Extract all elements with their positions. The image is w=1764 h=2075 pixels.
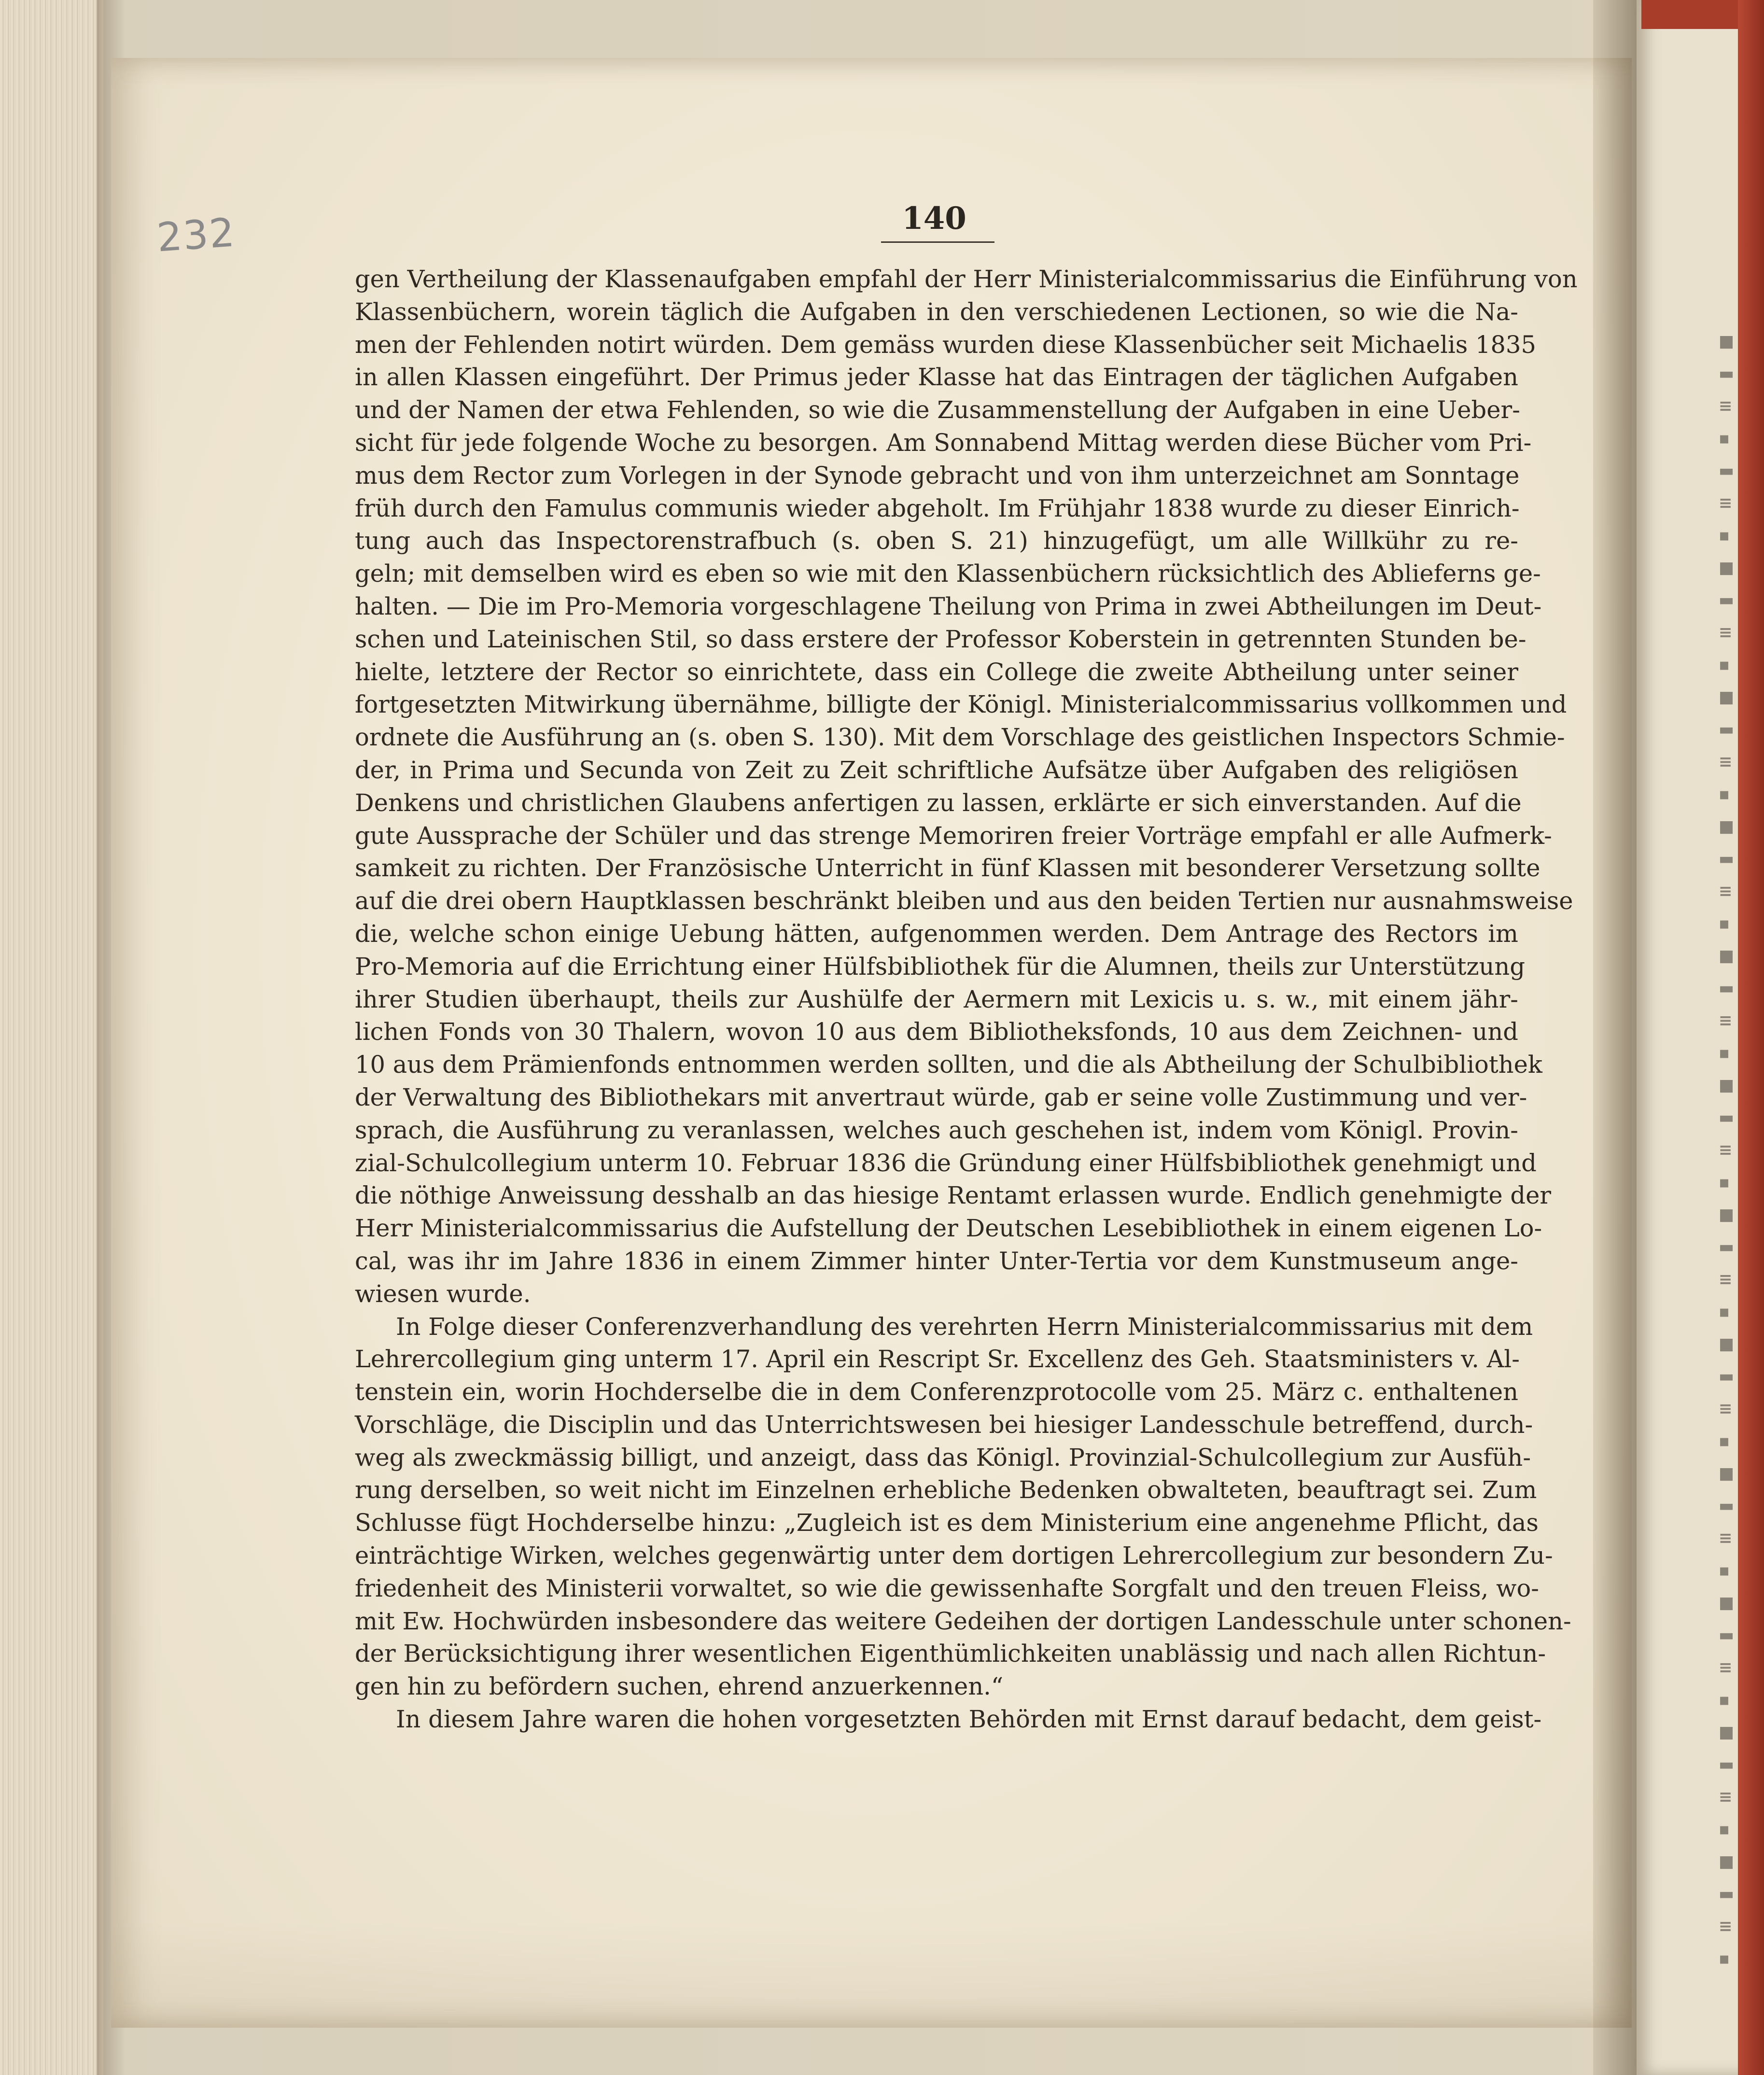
text-line: gen hin zu befördern suchen, ehrend anzuerkennen.“ bbox=[355, 1672, 1004, 1701]
text-line: auf die drei obern Hauptklassen beschränkt bleiben und aus den beiden Tertien nur ausnahmsweise bbox=[355, 887, 1573, 915]
text-line: sprach, die Ausführung zu veranlassen, welches auch geschehen ist, indem vom Königl. Provin- bbox=[355, 1116, 1518, 1144]
text-line: Herr Ministerialcommissarius die Aufstellung der Deutschen Lesebibliothek in einem eigenen Lo- bbox=[355, 1214, 1542, 1243]
text-line: halten. — Die im Pro-Memoria vorgeschlagene Theilung von Prima in zwei Abtheilungen im Deut- bbox=[355, 592, 1542, 620]
text-line: der Verwaltung des Bibliothekars mit anvertraut würde, gab er seine volle Zustimmung und ver- bbox=[355, 1083, 1527, 1111]
text-line: gute Aussprache der Schüler und das strenge Memoriren freier Vorträge empfahl er alle Aufmerk- bbox=[355, 821, 1552, 850]
text-line: rung derselben, so weit nicht im Einzelnen erhebliche Bedenken obwalteten, beauftragt sei. Zum bbox=[355, 1476, 1537, 1504]
pencil-annotation: 232 bbox=[155, 210, 237, 261]
text-line: hielte, letztere der Rector so einrichtete, dass ein College die zweite Abtheilung unter seiner bbox=[355, 658, 1518, 686]
text-line: einträchtige Wirken, welches gegenwärtig unter dem dortigen Lehrercollegium zur besondern Zu- bbox=[355, 1542, 1553, 1570]
text-line: gen Vertheilung der Klassenaufgaben empfahl der Herr Ministerialcommissarius die Einführung von bbox=[355, 265, 1578, 293]
text-line: lichen Fonds von 30 Thalern, wovon 10 aus dem Bibliotheksfonds, 10 aus dem Zeichnen- und bbox=[355, 1018, 1518, 1046]
text-line: Klassenbüchern, worein täglich die Aufgaben in den verschiedenen Lectionen, so wie die Na- bbox=[355, 297, 1518, 326]
text-line: die, welche schon einige Uebung hätten, aufgenommen werden. Dem Antrage des Rectors im bbox=[355, 919, 1518, 948]
text-line: der Berücksichtigung ihrer wesentlichen Eigenthümlichkeiten unablässig und nach allen Richtun- bbox=[355, 1640, 1546, 1668]
red-cover-edge bbox=[1738, 0, 1764, 2075]
text-line: tenstein ein, worin Hochderselbe die in dem Conferenzprotocolle vom 25. März c. enthaltenen bbox=[355, 1378, 1518, 1406]
text-line: der, in Prima und Secunda von Zeit zu Zeit schriftliche Aufsätze über Aufgaben des religiösen bbox=[355, 756, 1518, 784]
text-line: Lehrercollegium ging unterm 17. April ein Rescript Sr. Excellenz des Geh. Staatsministers v. Al- bbox=[355, 1345, 1520, 1374]
text-line: mit Ew. Hochwürden insbesondere das weitere Gedeihen der dortigen Landesschule unter schonen- bbox=[355, 1607, 1571, 1635]
text-line: und der Namen der etwa Fehlenden, so wie die Zusammenstellung der Aufgaben in eine Ueber- bbox=[355, 396, 1520, 424]
text-line: sicht für jede folgende Woche zu besorgen. Am Sonnabend Mittag werden diese Bücher vom Pri- bbox=[355, 428, 1532, 457]
text-line: Vorschläge, die Disciplin und das Unterrichtswesen bei hiesiger Landesschule betreffend, durch- bbox=[355, 1410, 1533, 1439]
page-gutter bbox=[1593, 0, 1637, 2075]
text-line: schen und Lateinischen Stil, so dass erstere der Professor Koberstein in getrennten Stunden be- bbox=[355, 625, 1526, 653]
text-line: In Folge dieser Conferenzverhandlung des verehrten Herrn Ministerialcommissarius mit dem bbox=[396, 1312, 1533, 1341]
body-text bbox=[355, 263, 1578, 1736]
text-line: In diesem Jahre waren die hohen vorgesetzten Behörden mit Ernst darauf bedacht, dem geist- bbox=[396, 1705, 1542, 1734]
text-line: Denkens und christlichen Glaubens anfertigen zu lassen, erklärte er sich einverstanden. Auf die bbox=[355, 788, 1522, 817]
text-line: cal, was ihr im Jahre 1836 in einem Zimmer hinter Unter-Tertia vor dem Kunstmuseum ange- bbox=[355, 1247, 1518, 1275]
text-line: wiesen wurde. bbox=[355, 1279, 531, 1308]
page-bottom-shade bbox=[111, 1921, 1632, 2028]
text-line: in allen Klassen eingeführt. Der Primus jeder Klasse hat das Eintragen der täglichen Aufgaben bbox=[355, 363, 1518, 392]
page-number-rule bbox=[881, 241, 994, 243]
left-page-stack bbox=[0, 0, 104, 2075]
text-line: ordnete die Ausführung an (s. oben S. 130). Mit dem Vorschlage des geistlichen Inspectors Schmie- bbox=[355, 723, 1565, 752]
text-line: zial-Schulcollegium unterm 10. Februar 1836 die Gründung einer Hülfsbibliothek genehmigt und bbox=[355, 1149, 1537, 1177]
text-line: samkeit zu richten. Der Französische Unterricht in fünf Klassen mit besonderer Versetzung sollte bbox=[355, 854, 1540, 883]
text-line: men der Fehlenden notirt würden. Dem gemäss wurden diese Klassenbücher seit Michaelis 1835 bbox=[355, 330, 1536, 359]
text-line: Pro-Memoria auf die Errichtung einer Hülfsbibliothek für die Alumnen, theils zur Unterstützung bbox=[355, 952, 1526, 981]
bleed-through-glyphs: ■ ▬ ≡ ▪ ▬ ≡ ▪ ■ ▬ ≡ ▪ ■ ▬ ≡ ▪ ■ ▬ ≡ ▪ ■ ▬ ≡ ▪ ■ ▬ ≡ ▪ ■ ▬ ≡ ▪ ■ ▬ ≡ ▪ ■ ▬ ≡ ▪ ■ ▬ ≡ ▪ ■ ▬ ≡ ▪ ■ ▬ ≡ ▪ bbox=[1719, 332, 1735, 1968]
text-line: früh durch den Famulus communis wieder abgeholt. Im Frühjahr 1838 wurde zu dieser Einrich- bbox=[355, 494, 1520, 522]
text-line: geln; mit demselben wird es eben so wie mit den Klassenbüchern rücksichtlich des Ablieferns ge- bbox=[355, 560, 1541, 588]
text-line: fortgesetzten Mitwirkung übernähme, billigte der Königl. Ministerialcommissarius vollkommen und bbox=[355, 690, 1567, 719]
text-line: mus dem Rector zum Vorlegen in der Synode gebracht und von ihm unterzeichnet am Sonntage bbox=[355, 461, 1520, 490]
text-line: 10 aus dem Prämienfonds entnommen werden sollten, und die als Abtheilung der Schulbibliothek bbox=[355, 1051, 1542, 1079]
text-line: die nöthige Anweissung desshalb an das hiesige Rentamt erlassen wurde. Endlich genehmigte der bbox=[355, 1181, 1552, 1210]
text-line: tung auch das Inspectorenstrafbuch (s. oben S. 21) hinzugefügt, um alle Willkühr zu re- bbox=[355, 527, 1518, 555]
page-number: 140 bbox=[902, 200, 966, 237]
text-line: ihrer Studien überhaupt, theils zur Aushülfe der Aermern mit Lexicis u. s. w., mit einem jähr- bbox=[355, 985, 1518, 1013]
text-line: Schlusse fügt Hochderselbe hinzu: „Zugleich ist es dem Ministerium eine angenehme Pflicht, das bbox=[355, 1509, 1539, 1537]
text-line: weg als zweckmässig billigt, und anzeigt, dass das Königl. Provinzial-Schulcollegium zur Ausfüh- bbox=[355, 1443, 1531, 1472]
text-line: friedenheit des Ministerii vorwaltet, so wie die gewissenhafte Sorgfalt und den treuen Fleiss, wo- bbox=[355, 1574, 1540, 1602]
